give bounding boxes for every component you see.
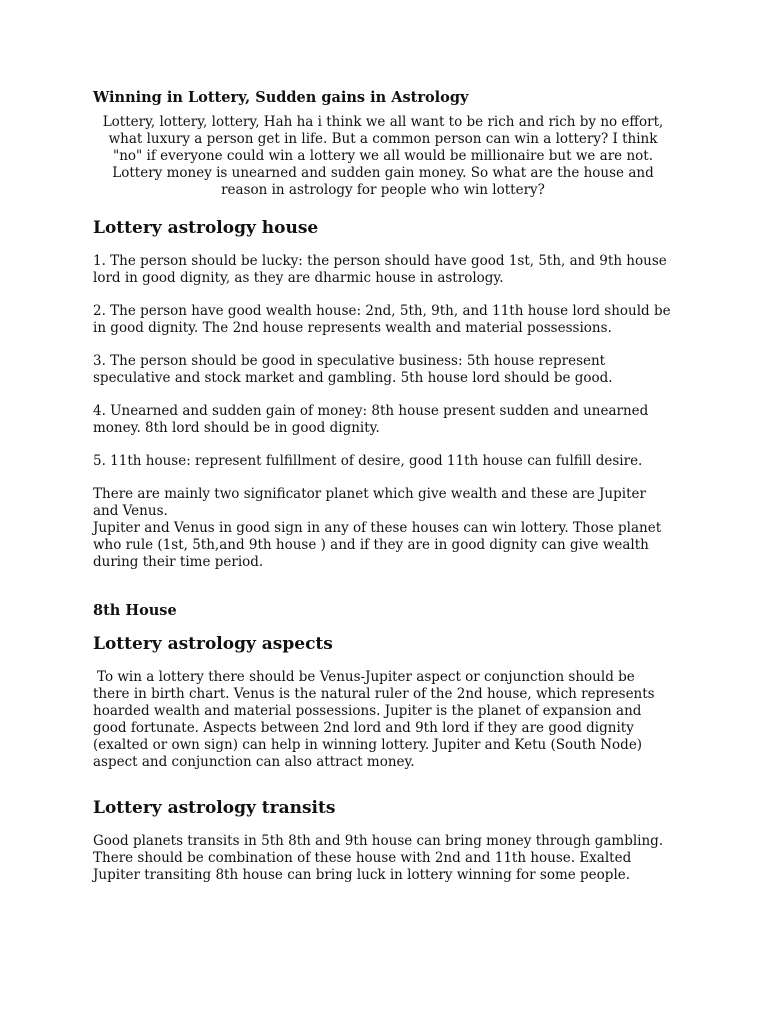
house-item-3: 3. The person should be good in speculative business: 5th house represent speculative and stock market and gambling. 5th house lord should be good.: [93, 353, 613, 386]
house-item-5: 5. 11th house: represent fulfillment of desire, good 11th house can fulfill desire.: [93, 453, 643, 469]
intro-paragraph: Lottery, lottery, lottery, Hah ha i think we all want to be rich and rich by no effort, what luxury a person get in life. But a common person can win a lottery? I think "no" if everyone could win a lottery we all would be millionaire but we are not. Lottery money is unearned and sudden gain money. So what are the house and reason in astrology for people who win lottery?: [102, 114, 664, 198]
transits-paragraph: Good planets transits in 5th 8th and 9th house can bring money through gambling. There should be combination of these house with 2nd and 11th house. Exalted Jupiter transiting 8th house can bring luck in lottery winning for some people.: [93, 833, 664, 883]
aspects-paragraph: To win a lottery there should be Venus-Jupiter aspect or conjunction should be there in birth chart. Venus is the natural ruler of the 2nd house, which represents hoarded wealth and material possessions. Jupiter is the planet of expansion and good fortunate. Aspects between 2nd lord and 9th lord if they are good dignity (exalted or own sign) can help in winning lottery. Jupiter and Ketu (South Node) aspect and conjunction can also attract money.: [93, 669, 655, 770]
house-item-1: 1. The person should be lucky: the person should have good 1st, 5th, and 9th house lord in good dignity, as they are dharmic house in astrology.: [93, 253, 667, 286]
heading-lottery-astrology-transits: Lottery astrology transits: [93, 798, 336, 818]
subheading-8th-house: 8th House: [93, 602, 177, 619]
house-item-2: 2. The person have good wealth house: 2nd, 5th, 9th, and 11th house lord should be in good dignity. The 2nd house represents wealth and material possessions.: [93, 303, 671, 336]
jupiter-venus-note: Jupiter and Venus in good sign in any of these houses can win lottery. Those planet who rule (1st, 5th,and 9th house ) and if they are in good dignity can give wealth during their time period.: [93, 520, 662, 570]
document-title: Winning in Lottery, Sudden gains in Astrology: [93, 89, 469, 106]
significator-note: There are mainly two significator planet which give wealth and these are Jupiter and Venus.: [93, 486, 646, 519]
document-page: [93, 88, 673, 900]
house-item-4: 4. Unearned and sudden gain of money: 8th house present sudden and unearned money. 8th lord should be in good dignity.: [93, 403, 649, 436]
heading-lottery-astrology-aspects: Lottery astrology aspects: [93, 634, 333, 654]
heading-lottery-astrology-house: Lottery astrology house: [93, 218, 319, 238]
